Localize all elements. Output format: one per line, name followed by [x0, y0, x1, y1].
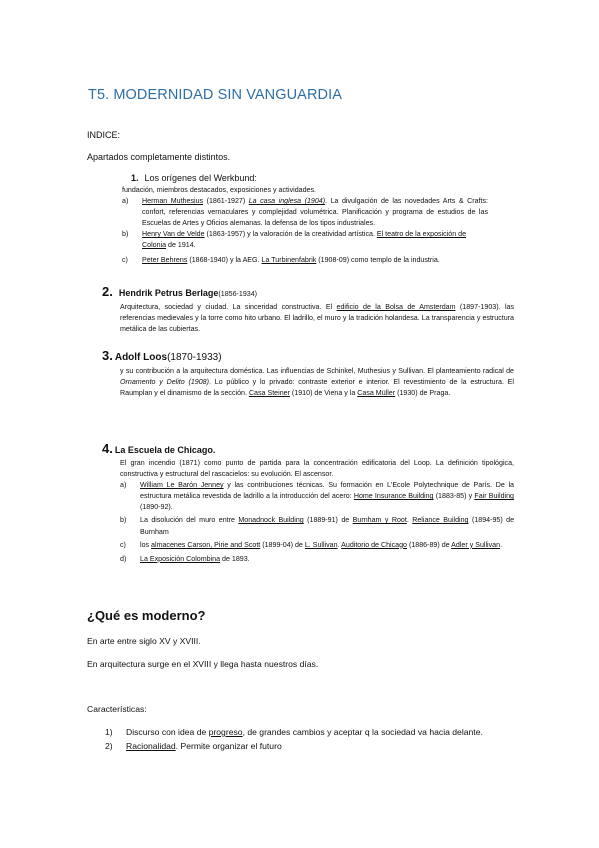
page-title: T5. MODERNIDAD SIN VANGUARDIA — [88, 87, 342, 103]
section-number: 1. — [131, 173, 139, 183]
list-item: c) Peter Behrens (1868-1940) y la AEG. La Turbinenfabrik (1908-09) como templo de la industria. — [122, 255, 488, 266]
link-carson-pirie[interactable]: almacenes Carson, Pirie and Scott — [151, 540, 261, 549]
section-4 — [102, 441, 514, 565]
list-item: b) La disolución del muro entre Monadnock Building (1889-91) de Burnham y Root. Reliance Building (1894-95) de Burnham — [120, 515, 514, 537]
link-muthesius[interactable]: Herman Muthesius — [142, 197, 204, 206]
link-auditorio[interactable]: Auditorio de Chicago — [341, 540, 407, 549]
item-letter: a) — [122, 197, 129, 206]
section-1 — [122, 173, 488, 266]
item-letter: c) — [120, 540, 126, 549]
item-letter: b) — [122, 230, 129, 239]
link-van-de-velde[interactable]: Henry Van de Velde — [142, 230, 205, 239]
section-number: 2. — [102, 284, 113, 299]
section-dates: (1856-1934) — [218, 290, 258, 298]
link-teatro-colonia[interactable]: El teatro de la exposición de Colonia — [142, 230, 467, 250]
link-bolsa-amsterdam[interactable]: edificio de la Bolsa de Amsterdam — [336, 303, 456, 312]
link-casa-muller[interactable]: Casa Müller — [357, 389, 396, 398]
link-casa-steiner[interactable]: Casa Steiner — [248, 389, 290, 398]
section-body: y su contribución a la arquitectura doméstica. Las influencias de Schinkel, Muthesius y Sullivan. El planteamiento radical de Ornamento y Delito (1908). Lo público y lo privado: contraste exterior e interior. El revestimiento de la estructura. El Raumplan y el dinamismo de la sección. Casa Steiner (1910) de Viena y la Casa Müller (1930) de Praga. — [120, 367, 514, 398]
list-item: d) La Exposición Colombina de 1893. — [120, 554, 514, 565]
link-burnham-root[interactable]: Burnham y Root — [352, 516, 407, 525]
list-item: a) William Le Barón Jenney y las contribuciones técnicas. Su formación en L'Ecole Polytechnique de París. De la estructura metálica revestida de ladrillo a la introducción del acero: Home Insurance Building (1883-85) y Fair Building (1890-92). — [120, 480, 514, 513]
link-reliance[interactable]: Reliance Building — [412, 516, 469, 525]
section-intro: El gran incendio (1871) como punto de partida para la concentración edificatoria del Loop. La definición tipológica, constructiva y estructural del rascacielos: su evolución. El ascensor. — [120, 459, 514, 479]
item-letter: d) — [120, 554, 127, 563]
item-number: 1) — [105, 727, 113, 737]
link-adler-sullivan[interactable]: Adler y Sullivan — [451, 540, 501, 549]
item-number: 2) — [105, 740, 113, 751]
section-number: 4. — [102, 441, 113, 456]
section-1-heading — [131, 173, 488, 183]
list-item: 2) Racionalidad. Permite organizar el futuro — [105, 740, 282, 751]
link-behrens[interactable]: Peter Behrens — [142, 255, 188, 264]
link-exposicion-colombina[interactable]: La Exposición Colombina — [140, 554, 221, 563]
section-title: Adolf Loos — [114, 352, 168, 363]
section-title: La Escuela de Chicago. — [114, 445, 216, 455]
caracteristicas-list — [105, 726, 515, 752]
item-letter: c) — [122, 255, 128, 264]
link-monadnock[interactable]: Monadnock Building — [238, 516, 304, 525]
list-item: 1) Discurso con idea de progreso, de grandes cambios y aceptar q la sociedad va hacia delante. — [105, 727, 483, 737]
caracteristicas-label: Características: — [87, 704, 147, 714]
section-intro: fundación, miembros destacados, exposiciones y actividades. — [122, 186, 317, 194]
item-letter: a) — [120, 481, 127, 490]
item-letter: b) — [120, 516, 127, 525]
link-casa-inglesa[interactable]: La casa inglesa (1904) — [248, 197, 326, 206]
link-racionalidad[interactable]: Racionalidad — [126, 740, 176, 751]
section-4-heading — [102, 441, 514, 456]
link-turbinenfabrik[interactable]: La Turbinenfabrik — [261, 255, 317, 264]
link-fair-building[interactable]: Fair Building — [474, 492, 514, 501]
link-home-insurance[interactable]: Home Insurance Building — [353, 492, 434, 501]
section-body: Arquitectura, sociedad y ciudad. La sinceridad constructiva. El edificio de la Bolsa de Amsterdam (1897-1903). las referencias medievales y la torre como hito urbano. El ladrillo, el muro y la tradición holandesa. La transparencia y estructura metálica de las cubiertas. — [120, 303, 515, 334]
link-sullivan[interactable]: L. Sullivan — [304, 540, 338, 549]
section-2 — [102, 284, 514, 335]
indice-label: INDICE: — [87, 130, 121, 140]
que-es-moderno-heading: ¿Qué es moderno? — [87, 608, 206, 623]
list-item: c) los almacenes Carson, Pirie and Scott (1899-04) de L. Sullivan. Auditorio de Chicago (1886-89) de Adler y Sullivan. — [120, 540, 514, 551]
link-progreso[interactable]: progreso — [208, 727, 243, 737]
section-title: Hendrik Petrus Berlage — [118, 288, 219, 298]
arte-text: En arte entre siglo XV y XVIII. — [87, 636, 201, 646]
link-jenney[interactable]: William Le Barón Jenney — [140, 481, 224, 490]
section-3 — [102, 348, 514, 399]
list-item: b) Henry Van de Velde (1863-1957) y la valoración de la creatividad artística. El teatro de la exposición de Colonia de 1914. — [122, 229, 488, 251]
apartados-text: Apartados completamente distintos. — [87, 152, 231, 162]
section-title: Los orígenes del Werkbund: — [144, 173, 257, 183]
list-item: a) Herman Muthesius (1861-1927) La casa inglesa (1904). La divulgación de las novedades Arts & Crafts: confort, referencias vernaculares y complejidad volumétrica. Planificación y programa de estudios de las Escuelas de Artes y Oficios alemanas. la defensa de los tipos industriales. — [122, 196, 488, 229]
arquitectura-text: En arquitectura surge en el XVIII y llega hasta nuestros días. — [87, 659, 319, 669]
section-number: 3. — [102, 348, 113, 363]
section-2-heading — [102, 284, 514, 300]
section-dates: (1870-1933) — [167, 352, 222, 363]
section-3-heading — [102, 348, 514, 363]
